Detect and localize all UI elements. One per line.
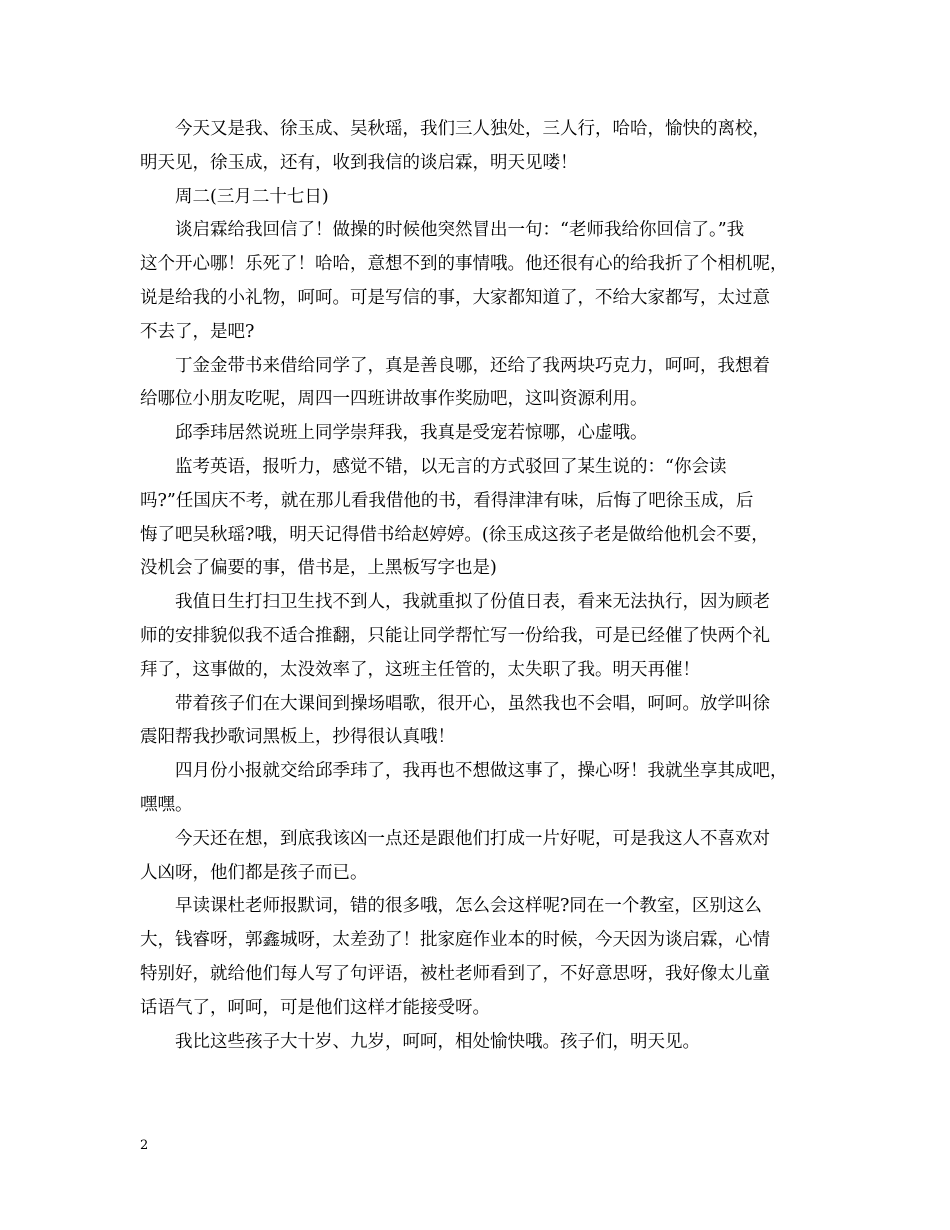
text-line: 悔了吧吴秋瑶?哦，明天记得借书给赵婷婷。(徐玉成这孩子老是做给他机会不要， xyxy=(140,524,769,545)
paragraph xyxy=(140,214,820,349)
text-line: 邱季玮居然说班上同学崇拜我，我真是受宠若惊哪，心虚哦。 xyxy=(175,423,648,444)
text-line: 四月份小报就交给邱季玮了，我再也不想做这事了，操心呀！我就坐享其成吧， xyxy=(175,761,788,782)
paragraph xyxy=(140,823,820,891)
text-line: 没机会了偏要的事，借书是，上黑板写字也是) xyxy=(140,558,497,579)
paragraph xyxy=(140,113,820,181)
text-line: 监考英语，报听力，感觉不错，以无言的方式驳回了某生说的：“你会读 xyxy=(175,456,727,477)
text-line: 师的安排貌似我不适合推翻，只能让同学帮忙写一份给我，可是已经催了快两个礼 xyxy=(140,625,770,646)
page-number: 2 xyxy=(140,1138,149,1153)
text-line: 话语气了，呵呵，可是他们这样才能接受呀。 xyxy=(140,997,490,1018)
text-line: 特别好，就给他们每人写了句评语，被杜老师看到了，不好意思呀，我好像太儿童 xyxy=(140,963,770,984)
text-line: 今天又是我、徐玉成、吴秋瑶，我们三人独处，三人行，哈哈，愉快的离校， xyxy=(175,119,770,139)
paragraph xyxy=(140,586,820,687)
paragraph xyxy=(140,755,820,823)
paragraph xyxy=(140,890,820,1025)
paragraph xyxy=(140,181,820,215)
text-line: 不去了，是吧? xyxy=(140,321,255,342)
text-line: 嘿嘿。 xyxy=(140,794,193,815)
text-line: 我值日生打扫卫生找不到人，我就重拟了份值日表，看来无法执行，因为顾老 xyxy=(175,592,770,613)
text-line: 大，钱睿呀，郭鑫城呀，太差劲了！批家庭作业本的时候，今天因为谈启霖，心情 xyxy=(140,930,770,951)
paragraph xyxy=(140,1026,820,1060)
text-line: 人凶呀，他们都是孩子而已。 xyxy=(140,862,368,883)
text-line: 我比这些孩子大十岁、九岁，呵呵，相处愉快哦。孩子们，明天见。 xyxy=(175,1031,700,1052)
paragraph xyxy=(140,350,820,418)
text-line: 谈启霖给我回信了！做操的时候他突然冒出一句：“老师我给你回信了。”我 xyxy=(175,220,745,241)
paragraph xyxy=(140,688,820,756)
text-line: 给哪位小朋友吃呢，周四一四班讲故事作奖励吧，这叫资源利用。 xyxy=(140,389,648,410)
text-line: 说是给我的小礼物，呵呵。可是写信的事，大家都知道了，不给大家都写，太过意 xyxy=(140,287,770,308)
text-line: 震阳帮我抄歌词黑板上，抄得很认真哦！ xyxy=(140,727,455,748)
text-line: 这个开心哪！乐死了！哈哈，意想不到的事情哦。他还很有心的给我折了个相机呢， xyxy=(140,254,788,275)
text-line: 丁金金带书来借给同学了，真是善良哪，还给了我两块巧克力，呵呵，我想着 xyxy=(175,355,770,376)
text-line: 带着孩子们在大课间到操场唱歌，很开心，虽然我也不会唱，呵呵。放学叫徐 xyxy=(175,693,770,714)
text-line: 今天还在想，到底我该凶一点还是跟他们打成一片好呢，可是我这人不喜欢对 xyxy=(175,828,770,849)
paragraph xyxy=(140,451,820,586)
text-line: 周二(三月二十七日) xyxy=(175,186,329,207)
document-body xyxy=(140,113,820,1059)
text-line: 早读课杜老师报默词，错的很多哦，怎么会这样呢?同在一个教室，区别这么 xyxy=(175,896,762,917)
text-line: 吗?”任国庆不考，就在那儿看我借他的书，看得津津有味，后悔了吧徐玉成，后 xyxy=(140,490,754,511)
text-line: 拜了，这事做的，太没效率了，这班主任管的，太失职了我。明天再催！ xyxy=(140,659,700,680)
paragraph xyxy=(140,417,820,451)
text-line: 明天见，徐玉成，还有，收到我信的谈启霖，明天见喽！ xyxy=(140,152,578,173)
